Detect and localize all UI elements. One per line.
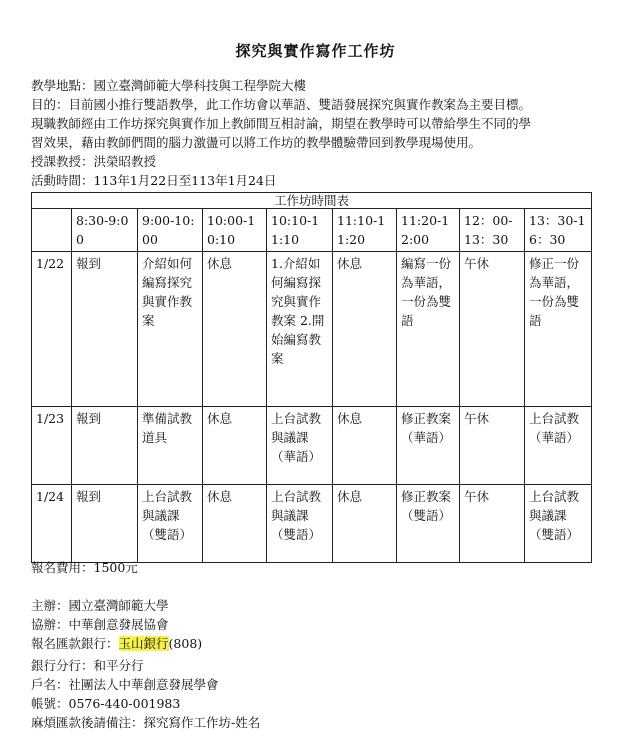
table-row [32,407,592,485]
table-cell: 編寫一份為華語，一份為雙語 [397,252,460,407]
table-cell: 上台試教與議課（華語） [267,407,333,485]
table-row [32,485,592,563]
table-cell: 1/22 [32,252,72,407]
table-cell: 休息 [203,252,267,407]
table-cell: 休息 [203,407,267,485]
branch-line: 銀行分行：和平分行 [31,658,144,673]
table-cell: 休息 [333,485,397,563]
instructor-line: 授課教授：洪榮昭教授 [31,154,157,169]
purpose-text: 目前國小推行雙語教學，此工作坊會以華語、雙語發展探究與實作教案為主要目標。 [68,97,532,112]
page-title: 探究與實作寫作工作坊 [235,42,396,60]
table-cell: 休息 [333,407,397,485]
table-row [32,252,592,407]
bank-code: (808) [168,636,203,651]
schedule-table [31,192,592,563]
table-cell: 1/24 [32,485,72,563]
bank-name-highlight: 玉山銀行 [118,636,169,651]
location-line: 教學地點：國立臺灣師範大學科技與工程學院大樓 [31,78,307,93]
table-cell: 休息 [203,485,267,563]
header-cell: 9:00-10:00 [138,209,203,252]
header-cell: 8:30-9:00 [72,209,138,252]
table-cell: 上台試教與議課（雙語） [267,485,333,563]
header-cell: 10:00-10:10 [203,209,267,252]
table-cell: 1.介紹如何編寫探究與實作教案 2.開始編寫教案 [267,252,333,407]
table-cell: 午休 [460,252,525,407]
table-cell: 午休 [460,407,525,485]
header-cell: 13：30-16：30 [525,209,592,252]
table-cell: 上台試教與議課（雙語） [525,485,592,563]
table-cell: 上台試教與議課（雙語） [138,485,203,563]
header-cell: 10:10-11:10 [267,209,333,252]
table-cell: 1/23 [32,407,72,485]
co-organizer-line: 協辦：中華創意發展協會 [31,617,169,632]
table-cell: 修正教案（雙語） [397,485,460,563]
header-cell: 12：00-13：30 [460,209,525,252]
bank-label: 報名匯款銀行： [31,636,119,651]
organizer-line: 主辦：國立臺灣師範大學 [31,598,169,613]
schedule-caption: 工作坊時間表 [32,193,592,209]
period-line: 活動時間：113年1月22日至113年1月24日 [31,173,277,188]
table-cell: 報到 [72,252,138,407]
table-cell: 報到 [72,485,138,563]
header-cell: 11:10-11:20 [333,209,397,252]
table-cell: 準備試教道具 [138,407,203,485]
fee-line: 報名費用：1500元 [31,560,138,575]
table-cell: 上台試教（華語） [525,407,592,485]
table-cell: 報到 [72,407,138,485]
description-line-2: 習效果，藉由教師們間的腦力激盪可以將工作坊的教學體驗帶回到教學現場使用。 [31,135,482,150]
purpose-line [31,95,531,115]
header-cell [32,209,72,252]
description-line-1: 現職教師經由工作坊探究與實作加上教師間互相討論，期望在教學時可以帶給學生不同的學 [31,116,532,131]
table-cell: 介紹如何編寫探究與實作教案 [138,252,203,407]
table-cell: 修正教案（華語） [397,407,460,485]
schedule-header-row [32,209,592,252]
table-cell: 午休 [460,485,525,563]
table-cell: 休息 [333,252,397,407]
remark-line: 麻煩匯款後請備注：探究寫作工作坊-姓名 [31,715,261,730]
table-cell: 修正一份為華語，一份為雙語 [525,252,592,407]
account-name-line: 戶名：社團法人中華創意發展學會 [31,677,219,692]
header-cell: 11:20-12:00 [397,209,460,252]
bank-line [31,634,202,654]
account-number-line: 帳號：0576-440-001983 [31,696,181,711]
purpose-label: 目的： [31,97,69,112]
